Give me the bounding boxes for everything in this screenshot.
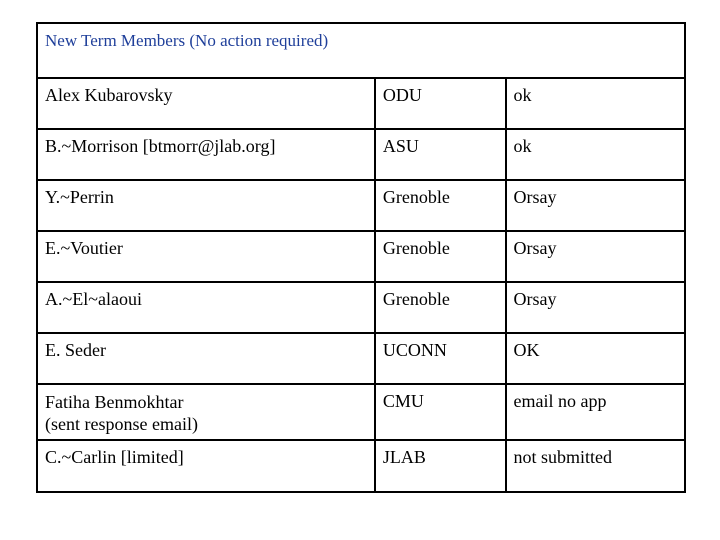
table-row <box>37 231 685 282</box>
member-note: (sent response email) <box>45 414 198 434</box>
member-status: Orsay <box>506 180 685 231</box>
table-row <box>37 333 685 384</box>
table-title: New Term Members (No action required) <box>37 23 685 78</box>
member-institution: UCONN <box>375 333 506 384</box>
member-institution: Grenoble <box>375 282 506 333</box>
members-table <box>36 22 686 493</box>
member-status: Orsay <box>506 231 685 282</box>
table-row <box>37 78 685 129</box>
member-institution: Grenoble <box>375 231 506 282</box>
table-row <box>37 440 685 492</box>
table-row <box>37 384 685 440</box>
member-status: OK <box>506 333 685 384</box>
table-row <box>37 282 685 333</box>
member-name: Y.~Perrin <box>37 180 375 231</box>
member-status: ok <box>506 129 685 180</box>
member-institution: ODU <box>375 78 506 129</box>
member-name: Fatiha Benmokhtar <box>45 392 184 412</box>
member-name: A.~El~alaoui <box>37 282 375 333</box>
member-status: Orsay <box>506 282 685 333</box>
table-row <box>37 180 685 231</box>
member-status: ok <box>506 78 685 129</box>
table-row <box>37 129 685 180</box>
member-institution: JLAB <box>375 440 506 492</box>
table-header-row <box>37 23 685 78</box>
member-status: email no app <box>506 384 685 440</box>
member-name: E. Seder <box>37 333 375 384</box>
member-name-cell <box>37 384 375 440</box>
member-name: Alex Kubarovsky <box>37 78 375 129</box>
member-name: E.~Voutier <box>37 231 375 282</box>
member-institution: Grenoble <box>375 180 506 231</box>
member-institution: ASU <box>375 129 506 180</box>
member-institution: CMU <box>375 384 506 440</box>
member-name: B.~Morrison [btmorr@jlab.org] <box>37 129 375 180</box>
member-name: C.~Carlin [limited] <box>37 440 375 492</box>
member-status: not submitted <box>506 440 685 492</box>
